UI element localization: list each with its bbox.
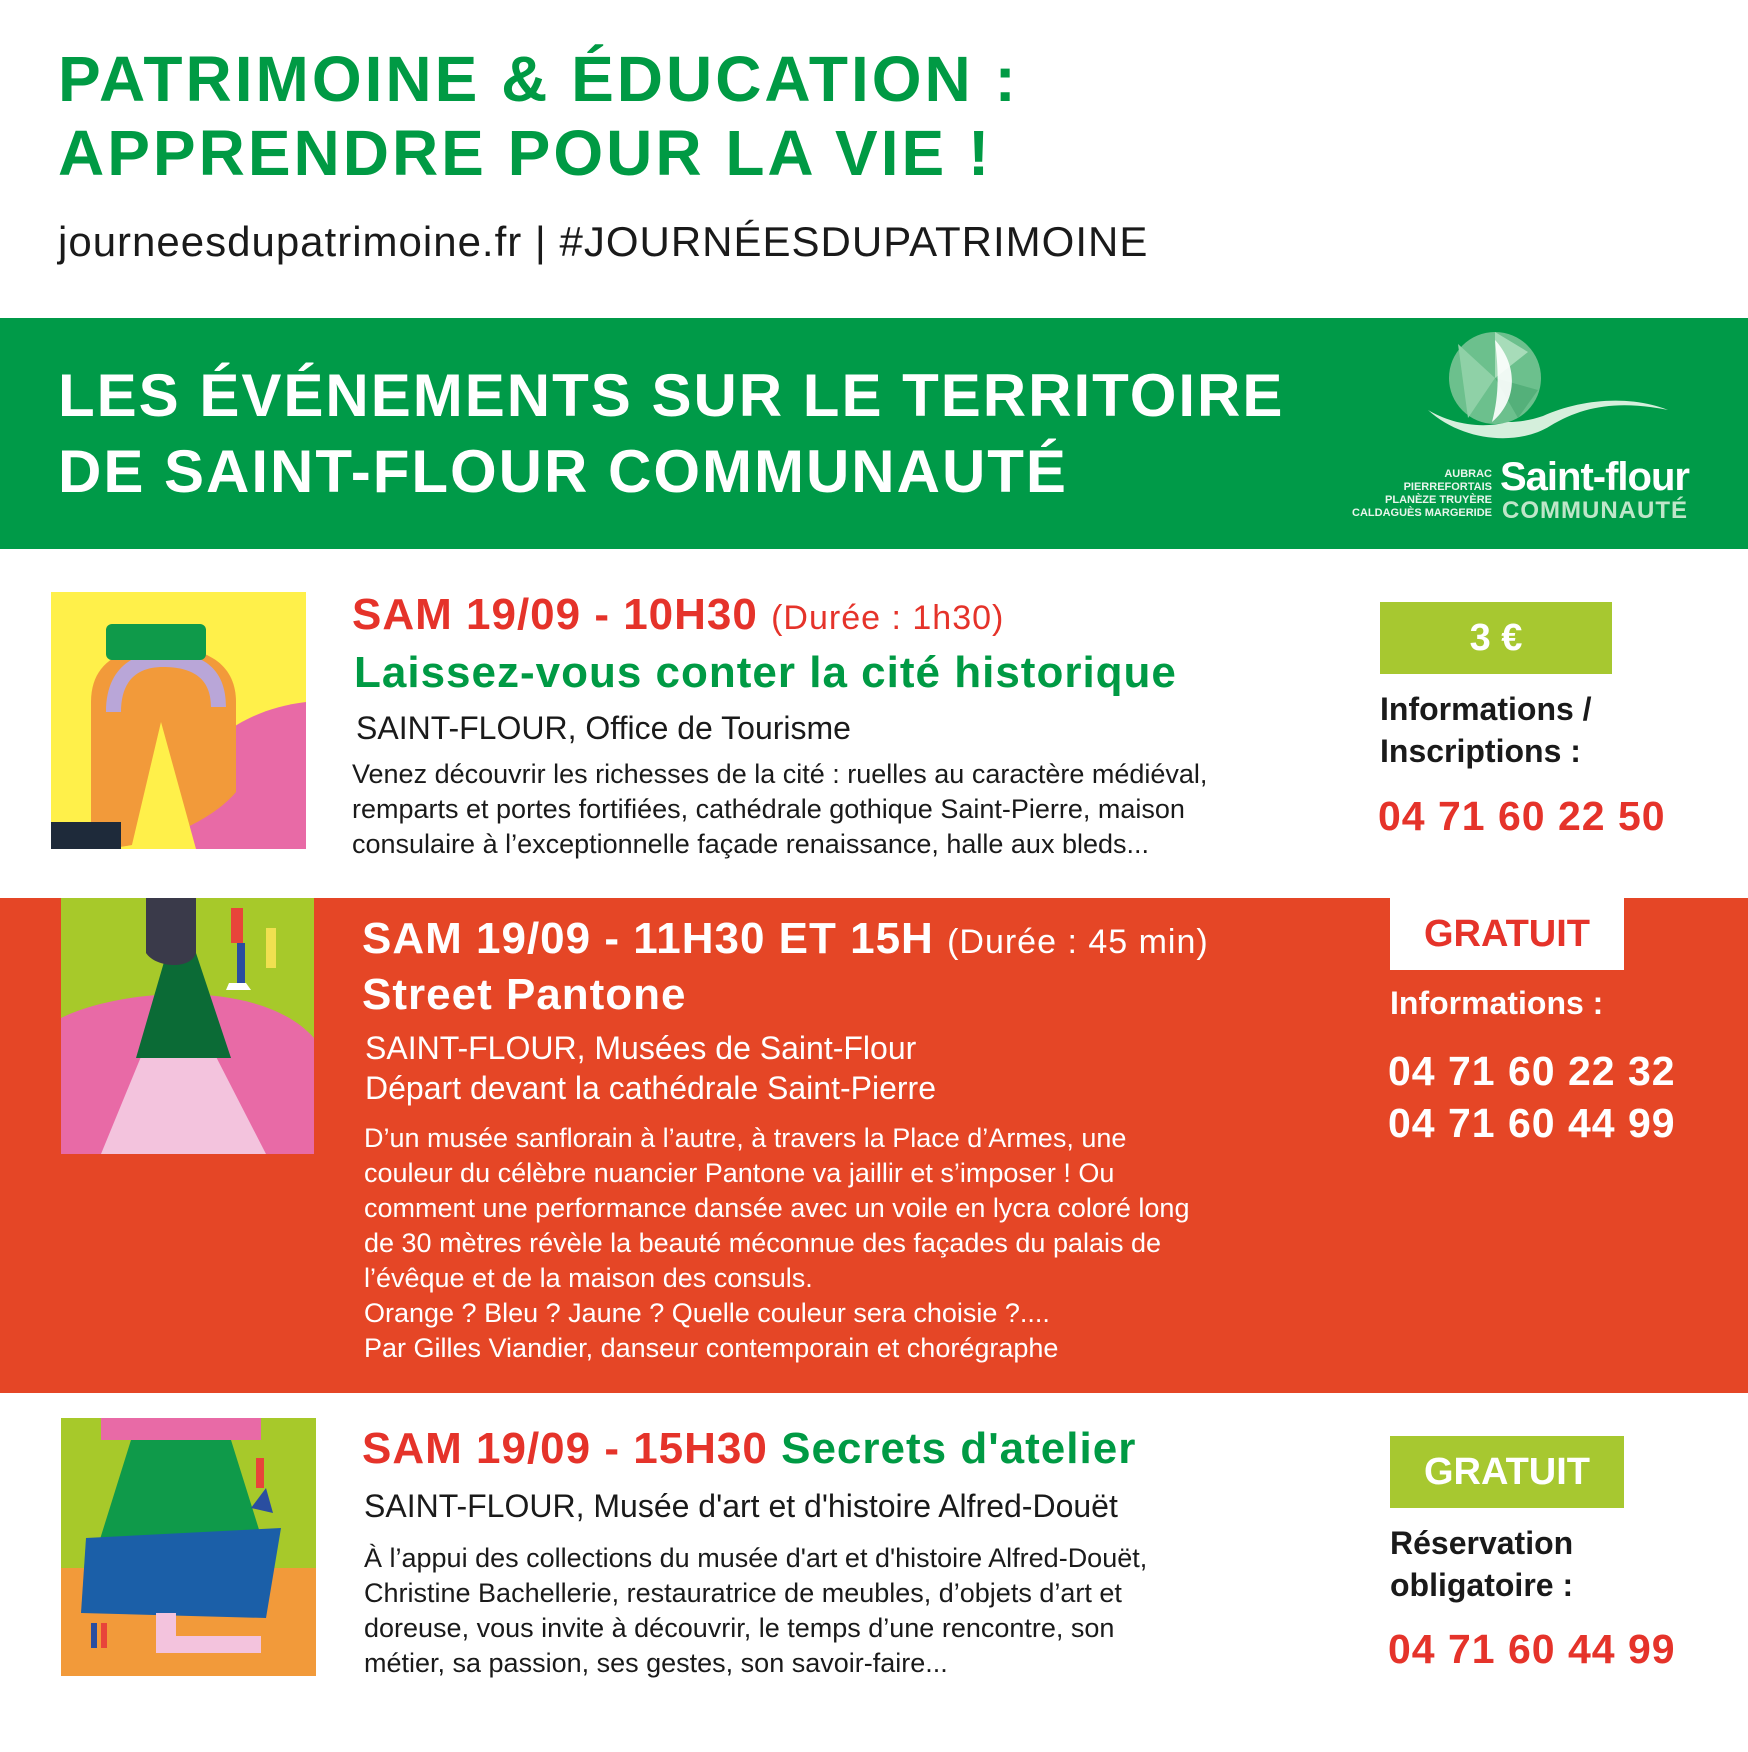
- logo-name: Saint-flour: [1500, 455, 1689, 499]
- event-2-price-badge: GRATUIT: [1390, 898, 1624, 970]
- title-line-1: PATRIMOINE & ÉDUCATION :: [58, 43, 1019, 115]
- event-1-title: Laissez-vous conter la cité historique: [354, 648, 1177, 697]
- event-2-title: Street Pantone: [362, 970, 687, 1019]
- event-1-info-label: Informations / Inscriptions :: [1380, 691, 1592, 769]
- event-3-place: SAINT-FLOUR, Musée d'art et d'histoire Alfred-Douët: [364, 1488, 1118, 1524]
- event-1-description: Venez découvrir les richesses de la cité : ruelles au caractère médiéval, remparts et portes fortifiées, cathédrale gothique Saint-Pierre, maison consulaire à l’exceptionnelle façade renaissance, halle aux bleds...: [352, 759, 1208, 859]
- event-2-duration: (Durée : 45 min): [947, 923, 1209, 961]
- website-hashtag: journeesdupatrimoine.fr | #JOURNÉESDUPATRIMOINE: [58, 218, 1149, 265]
- title-line-2: APPRENDRE POUR LA VIE !: [58, 117, 993, 189]
- event-3-info-label: Réservation obligatoire :: [1390, 1525, 1574, 1603]
- event-2-description: D’un musée sanflorain à l’autre, à travers la Place d’Armes, une couleur du célèbre nuancier Pantone va jaillir et s’imposer ! Ou comment une performance dansée avec un voile en lycra coloré long de 30 mètres révèle la beauté méconnue des façades du palais de l’évêque et de la maison des consuls. Orange ? Bleu ? Jaune ? Quelle couleur sera choisie ?.... Par Gilles Viandier, danseur contemporain et chorégraphe: [364, 1123, 1190, 1363]
- event-2-date: SAM 19/09 - 11H30 ET 15H (Durée : 45 min): [362, 914, 1209, 963]
- event-1-price-badge: 3 €: [1380, 602, 1612, 674]
- logo-subtitle: AUBRAC PIERREFORTAIS PLANÈZE TRUYÈRE CALDAGUÈS MARGERIDE: [1352, 468, 1492, 519]
- event-1-duration: (Durée : 1h30): [771, 599, 1005, 637]
- event-2-phone-2[interactable]: 04 71 60 44 99: [1388, 1100, 1676, 1146]
- event-2-phone-1[interactable]: 04 71 60 22 32: [1388, 1048, 1676, 1094]
- event-2-info-label: Informations :: [1390, 985, 1604, 1021]
- event-3-title: Secrets d'atelier: [781, 1424, 1137, 1473]
- event-1-artwork: [51, 592, 306, 849]
- section-title: [58, 358, 1358, 510]
- section-title-line-2: DE SAINT-FLOUR COMMUNAUTÉ: [58, 438, 1068, 505]
- event-1-date: SAM 19/09 - 10H30 (Durée : 1h30): [352, 590, 1005, 639]
- logo-community: COMMUNAUTÉ: [1502, 497, 1688, 524]
- event-3-price-badge: GRATUIT: [1390, 1436, 1624, 1508]
- event-3-description: À l’appui des collections du musée d'art et d'histoire Alfred-Douët, Christine Bachellerie, restauratrice de meubles, d’objets d’art et doreuse, vous invite à découvrir, le temps d’une rencontre, son métier, sa passion, ses gestes, son savoir-faire...: [364, 1543, 1148, 1678]
- page-title: [58, 42, 1358, 190]
- event-3-phone[interactable]: 04 71 60 44 99: [1388, 1626, 1676, 1672]
- event-1-phone[interactable]: 04 71 60 22 50: [1378, 793, 1666, 839]
- event-3-date: SAM 19/09 - 15H30 Secrets d'atelier: [362, 1424, 1137, 1473]
- event-2-artwork: [61, 898, 314, 1154]
- event-2-phones: [1388, 1045, 1676, 1149]
- event-1-place: SAINT-FLOUR, Office de Tourisme: [356, 710, 851, 746]
- event-2-place: SAINT-FLOUR, Musées de Saint-Flour Départ devant la cathédrale Saint-Pierre: [365, 1030, 936, 1106]
- section-title-line-1: LES ÉVÉNEMENTS SUR LE TERRITOIRE: [58, 362, 1285, 429]
- event-3-artwork: [61, 1418, 316, 1676]
